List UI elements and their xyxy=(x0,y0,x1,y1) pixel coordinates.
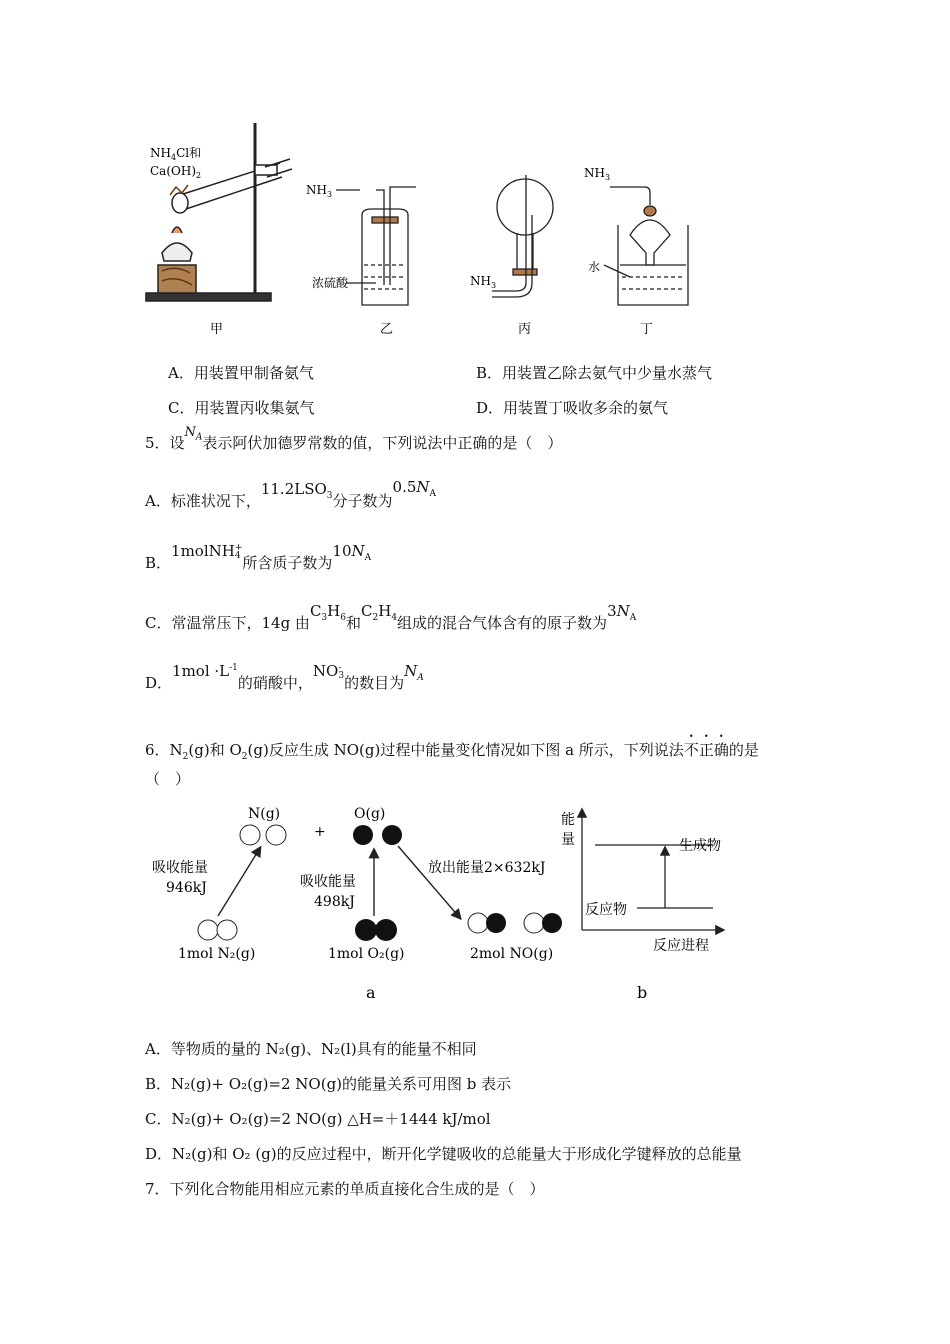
label-yi: 乙 xyxy=(380,322,394,337)
figb-xlabel: 反应进程 xyxy=(653,938,709,954)
figb-product-label: 生成物 xyxy=(679,838,721,854)
o2-label: 1mol O₂(g) xyxy=(328,946,405,962)
apparatus-bing xyxy=(492,175,553,297)
q4-option-b: B．用装置乙除去氨气中少量水蒸气 xyxy=(476,364,713,382)
atom-n-label: N(g) xyxy=(248,806,281,822)
atom-n-1 xyxy=(240,825,260,845)
atom-o-1 xyxy=(353,825,373,845)
arrow-o-to-no xyxy=(398,846,460,918)
figb-reactant-label: 反应物 xyxy=(585,902,627,918)
q5-option-a: A．标准状况下，$11.2LSO_3$分子数为$0.5N_A$ xyxy=(145,478,437,510)
molecule-n2-2 xyxy=(217,920,237,940)
label-jia: 甲 xyxy=(210,322,224,337)
q4-option-a: A．用装置甲制备氨气 xyxy=(168,364,314,382)
molecule-no-2a xyxy=(524,913,544,933)
molecule-no-1b xyxy=(486,913,506,933)
q5-option-c: C．常温常压下，14g 由$C_3H_6$和$C_2H_4$组成的混合气体含有的原子数为$3N_A$ xyxy=(145,602,637,632)
yi-nh3: $NH_3$ xyxy=(306,183,333,199)
yi-liquid-label: 浓硫酸 xyxy=(312,276,349,290)
energy-figure-b xyxy=(555,800,735,1005)
molecule-n2-1 xyxy=(198,920,218,940)
ding-liquid-label: 水 xyxy=(588,260,601,274)
absorb-value-1: 946kJ xyxy=(166,880,207,896)
q5-option-d: D．$1mol \cdot L^{-1}$的硝酸中，NO - 3 的数目为$N_A$ xyxy=(145,662,424,692)
absorb-label-1: 吸收能量 xyxy=(152,860,208,876)
label-bing: 丙 xyxy=(518,322,532,337)
atom-o-2 xyxy=(382,825,402,845)
q5-stem: 5．设$N_A$表示阿伏加德罗常数的值，下列说法中正确的是（ ） xyxy=(145,425,563,452)
jia-reagent-2: $Ca(OH)_2$ xyxy=(150,164,202,180)
q6-stem: 6．$N_2(g)$和 $O_2(g)$反应生成 NO(g)过程中能量变化情况如下图 a 所示，下列说法不正确的是 xyxy=(145,741,759,762)
q6-option-a: A．等物质的量的 N₂(g)、N₂(l)具有的能量不相同 xyxy=(145,1040,477,1058)
figb-ylabel-2: 量 xyxy=(561,832,575,848)
label-ding: 丁 xyxy=(640,322,654,337)
release-label: 放出能量2×632kJ xyxy=(428,860,546,876)
no-label: 2mol NO(g) xyxy=(470,946,554,962)
q4-option-c: C．用装置丙收集氨气 xyxy=(168,399,315,417)
atom-o-label: O(g) xyxy=(354,806,386,822)
bing-nh3: $NH_3$ xyxy=(470,274,497,290)
energy-figure-a xyxy=(140,798,580,1008)
ding-nh3: $NH_3$ xyxy=(584,166,611,182)
figb-ylabel-1: 能 xyxy=(561,812,575,828)
n2-label: 1mol N₂(g) xyxy=(178,946,256,962)
q6-option-d: D．N₂(g)和 O₂ (g)的反应过程中，断开化学键吸收的总能量大于形成化学键释放的总能量 xyxy=(145,1145,742,1163)
plus-sign: + xyxy=(314,824,326,840)
molecule-o2-2 xyxy=(375,919,397,941)
q7-stem: 7．下列化合物能用相应元素的单质直接化合生成的是（ ） xyxy=(145,1180,545,1198)
figure-a-caption: a xyxy=(366,983,376,1002)
q5-option-b: B．1molNH + 4 所含质子数为$10N_A$ xyxy=(145,542,372,572)
q6-option-c: C．N₂(g)+ O₂(g)=2 NO(g) △H=＋1444 kJ/mol xyxy=(145,1110,491,1128)
q4-option-d: D．用装置丁吸收多余的氨气 xyxy=(476,399,669,417)
atom-n-2 xyxy=(266,825,286,845)
molecule-no-1a xyxy=(468,913,488,933)
q6-option-b: B．N₂(g)+ O₂(g)=2 NO(g)的能量关系可用图 b 表示 xyxy=(145,1075,512,1093)
absorb-label-2: 吸收能量 xyxy=(300,874,356,890)
q6-paren: （ ） xyxy=(145,770,191,788)
apparatus-figure xyxy=(140,115,720,345)
figure-b-caption: b xyxy=(637,983,648,1002)
absorb-value-2: 498kJ xyxy=(314,894,355,910)
apparatus-ding xyxy=(604,187,688,305)
jia-reagent-1: $NH_4Cl$和 xyxy=(150,146,202,162)
arrow-n2-to-n xyxy=(218,848,260,916)
molecule-o2-1 xyxy=(355,919,377,941)
